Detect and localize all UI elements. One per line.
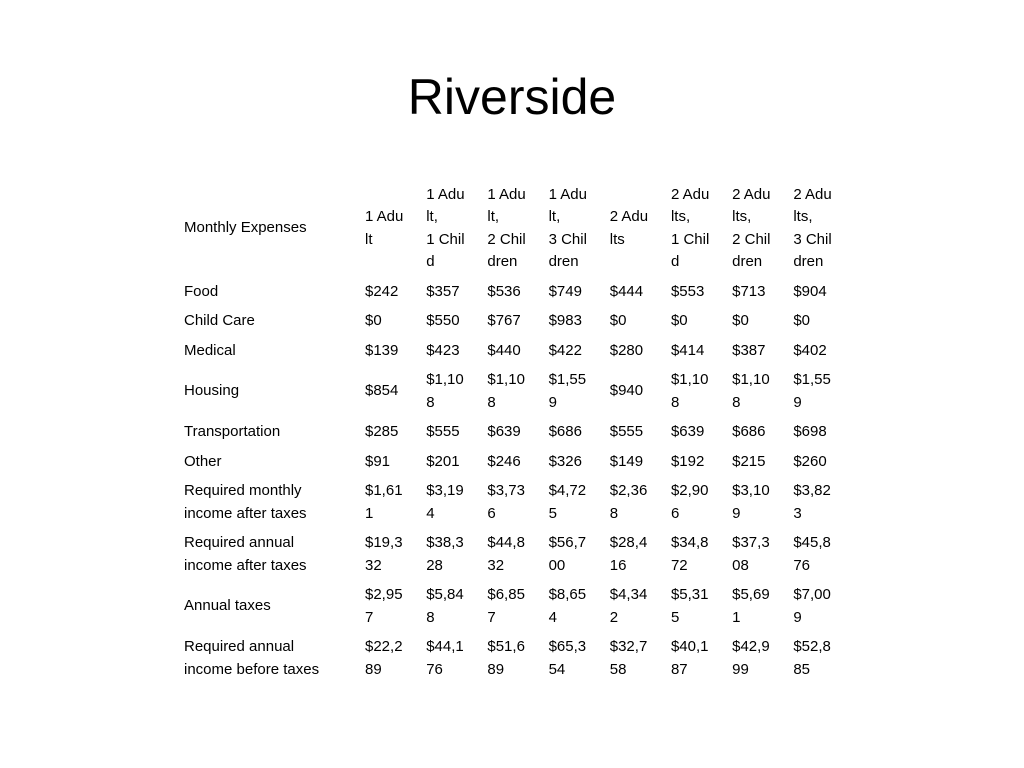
- table-cell: $402: [793, 341, 827, 359]
- table-row: [178, 633, 849, 685]
- table-cell: $201: [426, 452, 460, 470]
- table-cell: $242: [365, 282, 399, 300]
- table-cell: $38,3 28: [426, 534, 464, 574]
- table-cell: $28,4 16: [609, 534, 648, 574]
- column-header: 2 Adu lts: [609, 208, 649, 248]
- column-header: 2 Adu lts, 1 Chil d: [670, 185, 710, 270]
- table-cell: $0: [732, 312, 749, 329]
- table-cell: $2,36 8: [609, 482, 648, 522]
- column-header: 1 Adu lt, 2 Chil dren: [487, 185, 526, 270]
- table-cell: $52,8 85: [793, 638, 831, 678]
- table-cell: $45,8 76: [793, 534, 831, 574]
- table-cell: $3,73 6: [487, 482, 525, 522]
- table-cell: $4,34 2: [609, 586, 648, 626]
- table-cell: $3,19 4: [426, 482, 464, 522]
- table-cell: $1,55 9: [548, 371, 587, 411]
- table-cell: $149: [609, 452, 644, 470]
- table-cell: $749: [548, 282, 582, 300]
- table-cell: $414: [670, 341, 705, 359]
- table-cell: $44,8 32: [487, 534, 525, 574]
- table-cell: $22,2 89: [365, 638, 403, 678]
- column-header: 2 Adu lts, 3 Chil dren: [793, 185, 832, 270]
- table-cell: $1,10 8: [487, 371, 525, 411]
- table-row: [178, 336, 849, 366]
- table-cell: $4,72 5: [548, 482, 587, 522]
- table-cell: $1,61 1: [365, 482, 403, 522]
- column-header: 2 Adu lts, 2 Chil dren: [732, 185, 771, 270]
- table-cell: $854: [365, 382, 399, 400]
- table-cell: $639: [670, 423, 705, 440]
- table-cell: $3,82 3: [793, 482, 831, 522]
- table-cell: $91: [365, 452, 391, 470]
- table-cell: $65,3 54: [548, 638, 587, 678]
- expenses-table: [178, 180, 849, 685]
- table-cell: $686: [548, 423, 582, 440]
- table-cell: $555: [426, 423, 460, 440]
- table-cell: $1,10 8: [732, 371, 770, 411]
- table-cell: $34,8 72: [670, 534, 709, 574]
- table-row: [178, 447, 849, 477]
- table-row: [178, 277, 849, 307]
- table-cell: $983: [548, 312, 582, 329]
- table-cell: $19,3 32: [365, 534, 403, 574]
- table-cell: $550: [426, 312, 460, 329]
- table-cell: $0: [793, 312, 810, 329]
- table-cell: $326: [548, 452, 582, 470]
- table-cell: $44,1 76: [426, 638, 464, 678]
- table-cell: $422: [548, 341, 582, 359]
- row-label: Annual taxes: [184, 597, 271, 615]
- table-cell: $1,10 8: [426, 371, 464, 411]
- table-row: [178, 418, 849, 448]
- table-cell: $192: [670, 452, 705, 470]
- table-cell: $32,7 58: [609, 638, 648, 678]
- table-cell: $940: [609, 382, 644, 400]
- row-label: Housing: [184, 382, 240, 400]
- table-cell: $0: [365, 312, 382, 329]
- table-header-row: [178, 180, 849, 277]
- table-cell: $8,65 4: [548, 586, 587, 626]
- table-cell: $387: [732, 341, 766, 359]
- table-cell: $440: [487, 341, 521, 359]
- table-cell: $260: [793, 452, 827, 470]
- table-cell: $0: [609, 312, 627, 329]
- table-cell: $40,1 87: [670, 638, 709, 678]
- table-cell: $42,9 99: [732, 638, 770, 678]
- column-header: 1 Adu lt, 1 Chil d: [426, 185, 465, 270]
- row-label: Transportation: [184, 423, 281, 440]
- row-label: Child Care: [184, 312, 255, 329]
- table-cell: $639: [487, 423, 521, 440]
- table-cell: $713: [732, 282, 766, 300]
- table-cell: $246: [487, 452, 521, 470]
- table-cell: $6,85 7: [487, 586, 525, 626]
- row-label: Required annual income before taxes: [184, 638, 320, 678]
- table-cell: $2,95 7: [365, 586, 403, 626]
- table-cell: $357: [426, 282, 460, 300]
- table-cell: $139: [365, 341, 399, 359]
- table-cell: $37,3 08: [732, 534, 770, 574]
- row-label: Required monthly income after taxes: [184, 482, 307, 522]
- table-cell: $444: [609, 282, 644, 300]
- table-cell: $423: [426, 341, 460, 359]
- row-label: Medical: [184, 341, 236, 359]
- table-cell: $285: [365, 423, 399, 440]
- table-cell: $1,55 9: [793, 371, 831, 411]
- column-header-monthly-expenses: Monthly Expenses: [184, 219, 307, 237]
- table-row: [178, 366, 849, 418]
- table-cell: $5,69 1: [732, 586, 770, 626]
- table-cell: $280: [609, 341, 644, 359]
- column-header: 1 Adu lt: [365, 208, 404, 248]
- table-row: [178, 477, 849, 529]
- table-row: [178, 581, 849, 633]
- row-label: Other: [184, 452, 222, 470]
- table-cell: $56,7 00: [548, 534, 587, 574]
- table-cell: $686: [732, 423, 766, 440]
- table-cell: $215: [732, 452, 766, 470]
- table-cell: $1,10 8: [670, 371, 709, 411]
- table-cell: $3,10 9: [732, 482, 770, 522]
- table-cell: $0: [670, 312, 688, 329]
- table-row: [178, 529, 849, 581]
- table-row: [178, 307, 849, 337]
- row-label: Food: [184, 282, 219, 300]
- table-cell: $2,90 6: [670, 482, 709, 522]
- table-cell: $5,31 5: [670, 586, 709, 626]
- table-cell: $5,84 8: [426, 586, 464, 626]
- table-cell: $51,6 89: [487, 638, 525, 678]
- slide-title: Riverside: [407, 69, 617, 125]
- table-cell: $767: [487, 312, 521, 329]
- table-cell: $553: [670, 282, 705, 300]
- row-label: Required annual income after taxes: [184, 534, 307, 574]
- table-cell: $555: [609, 423, 644, 440]
- table-cell: $904: [793, 282, 827, 300]
- table-cell: $698: [793, 423, 827, 440]
- table-cell: $7,00 9: [793, 586, 831, 626]
- column-header: 1 Adu lt, 3 Chil dren: [548, 185, 587, 270]
- table-cell: $536: [487, 282, 521, 300]
